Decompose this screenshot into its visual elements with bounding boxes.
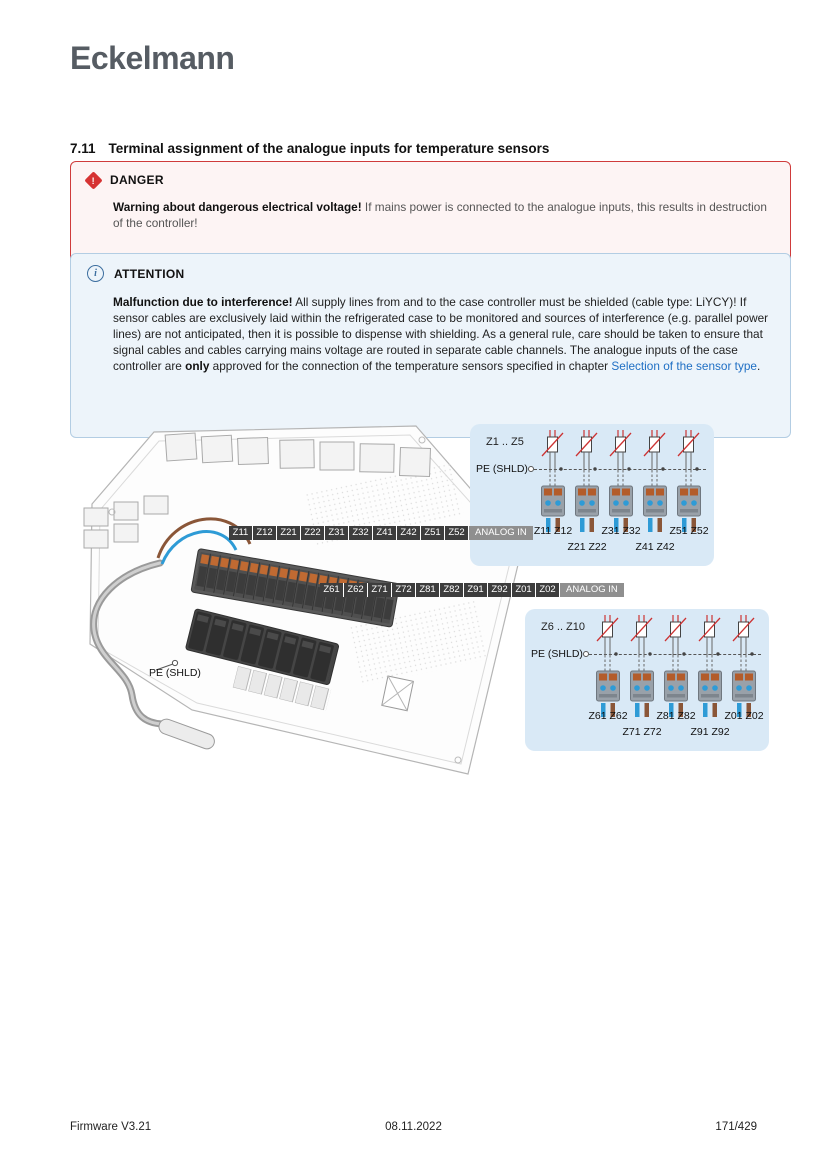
sensor-units: [593, 615, 759, 721]
sensor-units: [538, 430, 704, 536]
terminal-label: Z62: [344, 583, 368, 597]
sensor-wiring-unit: [572, 430, 602, 536]
attention-header: [87, 265, 774, 282]
danger-title: DANGER: [110, 173, 164, 187]
footer-page-number: 171/429: [715, 1121, 757, 1133]
callout-pe-shld-label: PE (SHLD): [476, 463, 528, 475]
sensor-wiring-unit: [627, 615, 657, 721]
terminal-pair-label: Z11 Z12: [533, 525, 573, 537]
danger-icon: !: [84, 171, 102, 189]
attention-text-1: All supply lines from and to the case controller must be shielded (cable type: LiYCY)! If sensor cables are exclusively laid within the refrigerated case to be monitored and sources of interference (e.g. parallel power lines) are not anticipated, then it is possible to dispense with shielding. As a general rule, care should be taken to ensure that signal cables and cables carrying mains voltage are routed in separate cable channels. The analogue inputs of the case controller are: [113, 294, 769, 373]
section-title: Terminal assignment of the analogue inputs for temperature sensors: [108, 141, 550, 157]
sensor-wiring-unit: [695, 615, 725, 721]
attention-text-3: .: [756, 358, 761, 373]
attention-only-bold: only: [185, 358, 210, 373]
sensor-wiring-unit: [661, 615, 691, 721]
sensor-wiring-unit: [674, 430, 704, 536]
section-heading: [70, 141, 549, 156]
terminal-pair-label: Z41 Z42: [635, 541, 675, 553]
terminal-strip-z61-z02: [320, 583, 624, 597]
danger-text: [113, 199, 774, 231]
terminal-label: Z71: [368, 583, 392, 597]
crossed-box: [382, 676, 414, 711]
analog-in-label: ANALOG IN: [469, 526, 533, 540]
callout-title: Z1 .. Z5: [486, 436, 524, 448]
terminal-label: Z92: [488, 583, 512, 597]
terminal-strip-z11-z52: [229, 526, 533, 540]
terminal-label: Z72: [392, 583, 416, 597]
terminal-label: Z61: [320, 583, 344, 597]
terminal-label: Z32: [349, 526, 373, 540]
terminal-label: Z51: [421, 526, 445, 540]
attention-text-bold: Malfunction due to interference!: [113, 294, 293, 309]
sensor-wiring-unit: [593, 615, 623, 721]
callout-title: Z6 .. Z10: [541, 621, 586, 633]
terminal-pair-label: Z71 Z72: [622, 726, 662, 738]
terminal-label: Z42: [397, 526, 421, 540]
terminal-label: Z31: [325, 526, 349, 540]
terminal-label: Z01: [512, 583, 536, 597]
terminal-label: Z81: [416, 583, 440, 597]
danger-text-bold: Warning about dangerous electrical voltage!: [113, 199, 362, 214]
terminal-pair-label: Z51 Z52: [669, 525, 709, 537]
terminal-pair-label: Z31 Z32: [601, 525, 641, 537]
terminal-label: Z12: [253, 526, 277, 540]
sensor-wiring-unit: [538, 430, 568, 536]
sensor-wiring-unit: [729, 615, 759, 721]
sensor-wiring-unit: [606, 430, 636, 536]
eckelmann-logo: Eckelmann: [70, 40, 235, 76]
analog-in-label: ANALOG IN: [560, 583, 624, 597]
callout-z1-z5: [470, 424, 714, 566]
terminal-pair-label: Z21 Z22: [567, 541, 607, 553]
sensor-probe: [157, 717, 217, 751]
attention-text: [113, 294, 774, 374]
terminal-pair-label: Z81 Z82: [656, 710, 696, 722]
terminal-pair-label: Z91 Z92: [690, 726, 730, 738]
terminal-label: Z41: [373, 526, 397, 540]
callout-pe-shld-label: PE (SHLD): [531, 648, 583, 660]
footer-date: 08.11.2022: [385, 1121, 442, 1133]
terminal-pair-label: Z61 Z62: [588, 710, 628, 722]
terminal-label: Z21: [277, 526, 301, 540]
terminal-label: Z91: [464, 583, 488, 597]
section-number: 7.11: [70, 141, 96, 157]
callout-z6-z10: [525, 609, 769, 751]
info-circle-icon: i: [87, 265, 104, 282]
terminal-label: Z11: [229, 526, 253, 540]
attention-text-2: approved for the connection of the temperature sensors specified in chapter: [209, 358, 612, 373]
attention-box: [70, 253, 791, 438]
danger-header: [87, 173, 774, 187]
terminal-pair-label: Z01 Z02: [724, 710, 764, 722]
terminal-label: Z02: [536, 583, 560, 597]
pe-shld-label: PE (SHLD): [149, 667, 201, 679]
terminal-label: Z52: [445, 526, 469, 540]
danger-text-rest: If mains power is connected to the analogue inputs, this results in destruction of the controller!: [113, 199, 767, 230]
danger-box: [70, 161, 791, 267]
terminal-label: Z22: [301, 526, 325, 540]
footer-firmware: Firmware V3.21: [70, 1121, 152, 1133]
terminal-label: Z82: [440, 583, 464, 597]
chapter-link[interactable]: Selection of the sensor type: [611, 358, 757, 373]
sensor-wiring-unit: [640, 430, 670, 536]
attention-title: ATTENTION: [114, 266, 185, 281]
